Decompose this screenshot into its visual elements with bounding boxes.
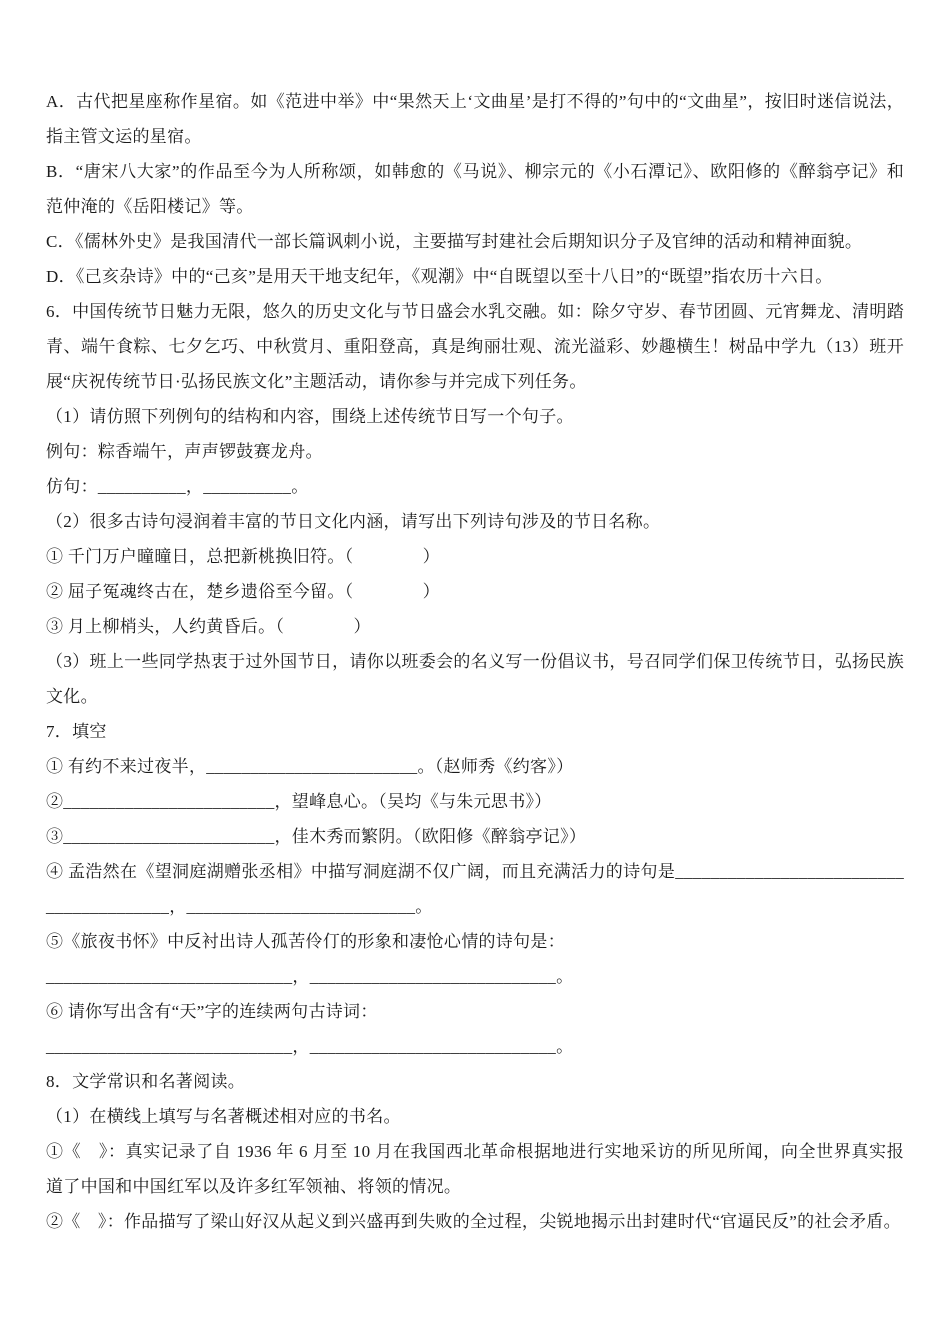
q7-item-2: ②________________________，望峰息心。（吴均《与朱元思书》） [46,792,552,811]
task-2-item-2: ② 屈子冤魂终古在，楚乡遗俗至今留。（ ） [46,582,440,601]
option-c: C．《儒林外史》是我国清代一部长篇讽刺小说，主要描写封建社会后期知识分子及官绅的活动和精神面貌。 [46,232,863,251]
q7-item-5: ⑤《旅夜书怀》中反衬出诗人孤苦伶仃的形象和凄怆心情的诗句是： [46,932,565,951]
q7-item-3: ③________________________，佳木秀而繁阴。（欧阳修《醉翁亭记》） [46,827,587,846]
task-2-item-1: ① 千门万户曈曈日，总把新桃换旧符。（ ） [46,547,440,566]
question-6-intro: 6．中国传统节日魅力无限，悠久的历史文化与节日盛会水乳交融。如：除夕守岁、春节团圆、元宵舞龙、清明踏青、端午食粽、七夕乞巧、中秋赏月、重阳登高，真是绚丽壮观、流光溢彩、妙趣横生！树品中学九（13）班开展“庆祝传统节日·弘扬民族文化”主题活动，请你参与并完成下列任务。 [46,302,904,391]
q7-item-5-blanks: ____________________________，____________________________。 [46,967,574,986]
option-a: A．古代把星座称作星宿。如《范进中举》中“果然天上‘文曲星’是打不得的”句中的“文曲星”，按旧时迷信说法，指主管文运的星宿。 [46,92,904,146]
question-6-imitation-blank: 仿句：__________，__________。 [46,477,309,496]
q7-item-6-blanks: ____________________________，____________________________。 [46,1037,574,1056]
q8-book-2: ②《 》：作品描写了梁山好汉从起义到兴盛再到失败的全过程，尖锐地揭示出封建时代“官逼民反”的社会矛盾。 [46,1212,901,1231]
question-7-heading: 7．填空 [46,722,107,741]
question-6-task-2: （2）很多古诗句浸润着丰富的节日文化内涵，请写出下列诗句涉及的节日名称。 [46,512,661,531]
q7-item-4: ④ 孟浩然在《望洞庭湖赠张丞相》中描写洞庭湖不仅广阔，而且充满活力的诗句是________________________________________，__________________________。 [46,862,904,916]
question-6-task-3: （3）班上一些同学热衷于过外国节日，请你以班委会的名义写一份倡议书，号召同学们保卫传统节日，弘扬民族文化。 [46,652,904,706]
question-6-example: 例句：粽香端午，声声锣鼓赛龙舟。 [46,442,323,461]
question-8-heading: 8．文学常识和名著阅读。 [46,1072,246,1091]
task-2-item-3: ③ 月上柳梢头，人约黄昏后。（ ） [46,617,371,636]
q7-item-6: ⑥ 请你写出含有“天”字的连续两句古诗词： [46,1002,378,1021]
question-8-task-1: （1）在横线上填写与名著概述相对应的书名。 [46,1107,401,1126]
q8-book-1: ①《 》：真实记录了自 1936 年 6 月至 10 月在我国西北革命根据地进行实地采访的所见所闻，向全世界真实报道了中国和中国红军以及许多红军领袖、将领的情况。 [46,1142,904,1196]
question-6-task-1: （1）请仿照下列例句的结构和内容，围绕上述传统节日写一个句子。 [46,407,574,426]
option-b: B．“唐宋八大家”的作品至今为人所称颂，如韩愈的《马说》、柳宗元的《小石潭记》、欧阳修的《醉翁亭记》和范仲淹的《岳阳楼记》等。 [46,162,904,216]
option-d: D．《己亥杂诗》中的“己亥”是用天干地支纪年，《观潮》中“自既望以至十八日”的“既望”指农历十六日。 [46,267,833,286]
q7-item-1: ① 有约不来过夜半，________________________。（赵师秀《约客》） [46,757,574,776]
